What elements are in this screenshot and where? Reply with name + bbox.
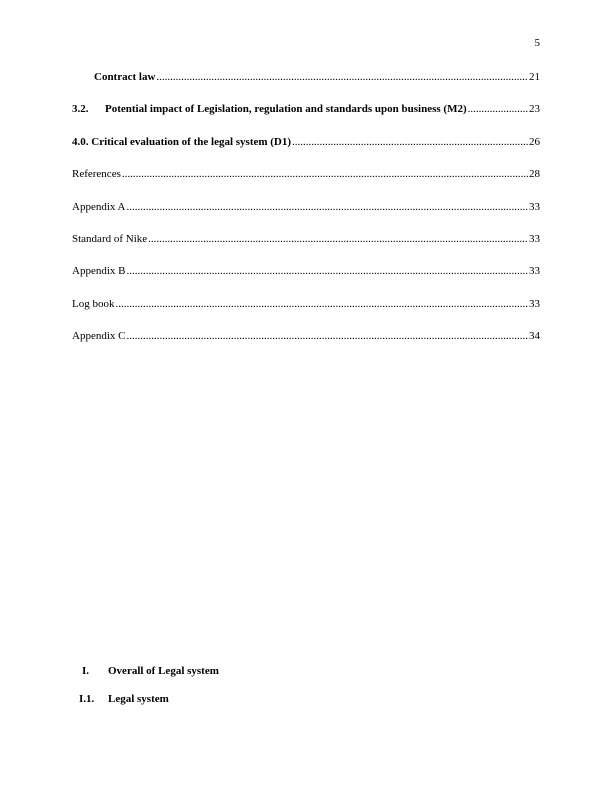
page-number: 5 <box>534 37 540 49</box>
toc-entry-appendix-a[interactable] <box>72 201 540 218</box>
heading-number: I. <box>82 665 90 677</box>
toc-entry-appendix-c[interactable] <box>72 330 540 347</box>
toc-dot-leader <box>156 71 528 83</box>
table-of-contents <box>72 71 540 363</box>
toc-dot-leader <box>468 103 528 115</box>
toc-entry-standard-of-nike[interactable] <box>72 233 540 250</box>
toc-entry-label: 4.0. Critical evaluation of the legal system (D1) <box>72 135 292 148</box>
toc-entry-number: 3.2. <box>72 103 89 116</box>
toc-entry-label: Log book <box>72 297 115 310</box>
toc-entry-label: Appendix A <box>72 200 126 213</box>
toc-dot-leader <box>126 330 528 342</box>
section-heading-overall-legal-system <box>82 665 219 677</box>
toc-entry-label: Potential impact of Legislation, regulation and standards upon business (M2) <box>105 103 467 116</box>
toc-entry-references[interactable] <box>72 168 540 185</box>
toc-dot-leader <box>126 265 528 277</box>
heading-label: Legal system <box>108 693 169 705</box>
toc-entry-page: 33 <box>529 297 540 310</box>
toc-entry-page: 33 <box>529 265 540 278</box>
heading-label: Overall of Legal system <box>108 665 219 677</box>
toc-entry-page: 33 <box>529 200 540 213</box>
toc-dot-leader <box>292 136 528 148</box>
toc-entry-page: 34 <box>529 330 540 343</box>
toc-entry-critical-evaluation[interactable] <box>72 136 540 153</box>
toc-dot-leader <box>148 233 528 245</box>
toc-entry-label: References <box>72 168 121 181</box>
toc-entry-contract-law[interactable] <box>72 71 540 88</box>
toc-entry-page: 28 <box>529 168 540 181</box>
subsection-heading-legal-system <box>79 693 169 705</box>
toc-entry-label: Appendix C <box>72 330 126 343</box>
toc-dot-leader <box>122 168 528 180</box>
toc-entry-page: 26 <box>529 135 540 148</box>
toc-entry-page: 33 <box>529 232 540 245</box>
toc-entry-label: Contract law <box>94 71 156 83</box>
toc-dot-leader <box>115 298 528 310</box>
toc-entry-page: 23 <box>529 103 540 116</box>
toc-entry-label: Standard of Nike <box>72 232 148 245</box>
toc-entry-potential-impact[interactable] <box>72 103 540 120</box>
toc-dot-leader <box>126 201 528 213</box>
toc-entry-log-book[interactable] <box>72 298 540 315</box>
toc-entry-appendix-b[interactable] <box>72 265 540 282</box>
heading-number: I.1. <box>79 693 95 705</box>
toc-entry-label: Appendix B <box>72 265 126 278</box>
toc-entry-page: 21 <box>529 71 540 83</box>
